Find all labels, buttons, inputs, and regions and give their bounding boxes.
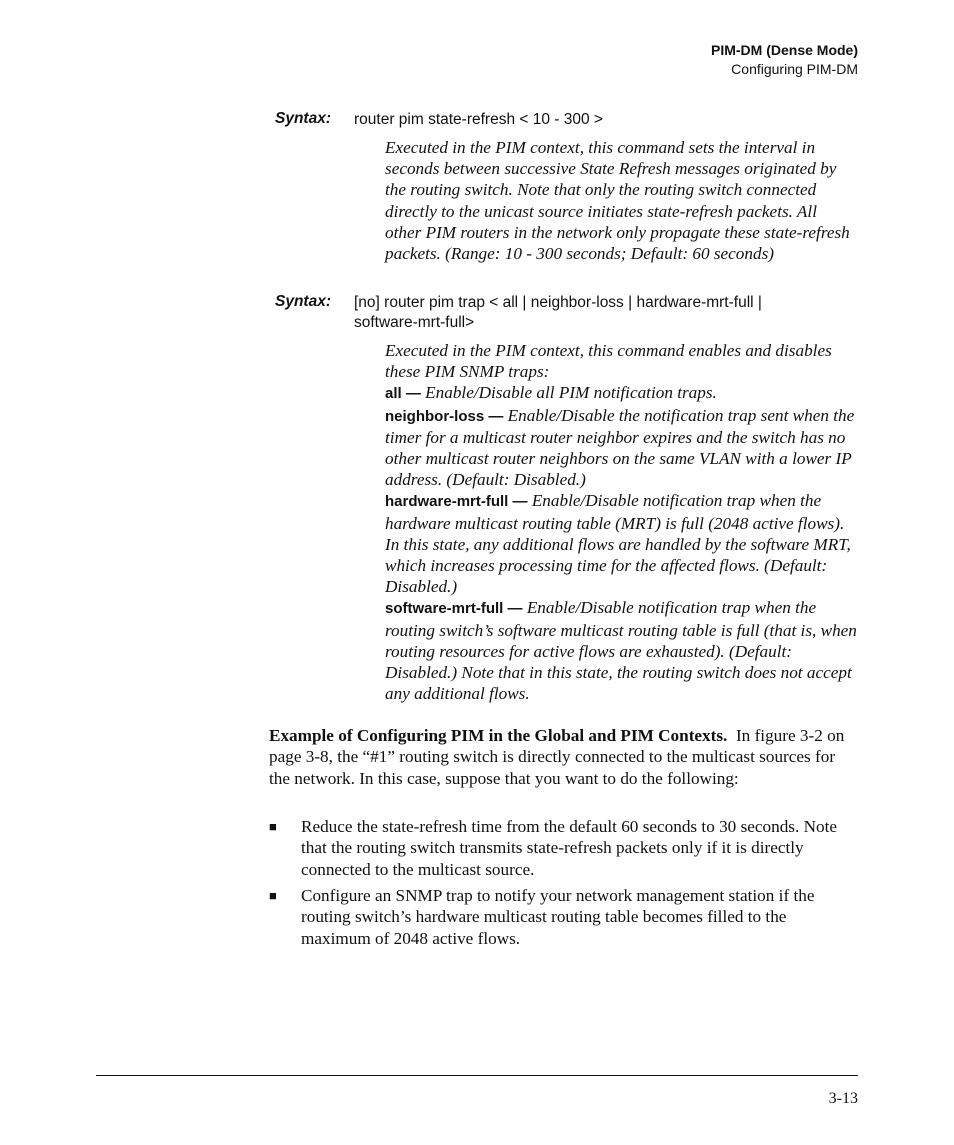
example-text: In figure 3-2 on page 3-8, the “#1” routing switch is directly connected to the multicast sources for the network. In this case, suppose that you want to do the following: xyxy=(269,726,845,788)
trap-text: Enable/Disable notification trap when the routing switch’s software multicast routing table is full (that is, when routing resources for active flows are exhausted). (Default: Disabled.) Note that in this state, the routing switch does not accept any additional flows. xyxy=(385,598,857,704)
trap-item xyxy=(385,597,857,704)
list-item-text: Reduce the state-refresh time from the default 60 seconds to 30 seconds. Note that the routing switch transmits state-refresh packets only if it is directly connected to the multicast source. xyxy=(301,817,837,879)
example-heading: Example of Configuring PIM in the Global and PIM Contexts. xyxy=(269,726,728,745)
trap-item xyxy=(385,382,857,404)
syntax-description xyxy=(385,137,857,264)
trap-keyword: all — xyxy=(385,385,421,403)
list-item xyxy=(269,816,857,880)
running-header xyxy=(711,41,858,79)
list-item-text: Configure an SNMP trap to notify your network management station if the routing switch’s hardware multicast routing table becomes filled to the maximum of 2048 active flows. xyxy=(301,886,815,948)
list-item xyxy=(269,885,857,949)
syntax-command: [no] router pim trap < all | neighbor-loss | hardware-mrt-full | software-mrt-full> xyxy=(354,294,762,331)
example-paragraph xyxy=(269,725,857,789)
header-chapter: PIM-DM (Dense Mode) xyxy=(711,42,858,58)
trap-item xyxy=(385,490,857,597)
header-section: Configuring PIM-DM xyxy=(731,61,858,77)
description-intro: Executed in the PIM context, this command enables and disables these PIM SNMP traps: xyxy=(385,341,832,382)
trap-text: Enable/Disable notification trap when the hardware multicast routing table (MRT) is full (2048 active flows). In this state, any additional flows are handled by the software MRT, which increases processing time for the affected flows. (Default: Disabled.) xyxy=(385,491,851,597)
footer-rule xyxy=(96,1075,858,1076)
trap-keyword: hardware-mrt-full — xyxy=(385,493,528,511)
trap-keyword: software-mrt-full — xyxy=(385,600,523,618)
bullet-icon: ■ xyxy=(269,819,277,834)
trap-item xyxy=(385,405,857,491)
page-number: 3-13 xyxy=(828,1090,858,1107)
trap-text: Enable/Disable the notification trap sent when the timer for a multicast router neighbor expires and the switch has no other multicast router neighbors on the same VLAN with a lower IP address. (Default: Disabled.) xyxy=(385,405,855,490)
description-text: Executed in the PIM context, this command sets the interval in seconds between successive State Refresh messages originated by the routing switch. Note that only the routing switch connected directly to the unicast source initiates state-refresh packets. All other PIM routers in the network only propagate these state-refresh packets. (Range: 10 - 300 seconds; Default: 60 seconds) xyxy=(385,138,850,264)
trap-text: Enable/Disable all PIM notification traps. xyxy=(425,383,717,403)
syntax-description xyxy=(385,340,857,704)
bullet-icon: ■ xyxy=(269,888,277,903)
syntax-command: router pim state-refresh < 10 - 300 > xyxy=(354,111,603,128)
trap-keyword: neighbor-loss — xyxy=(385,407,504,425)
syntax-label: Syntax: xyxy=(275,110,331,127)
syntax-label: Syntax: xyxy=(275,293,331,310)
